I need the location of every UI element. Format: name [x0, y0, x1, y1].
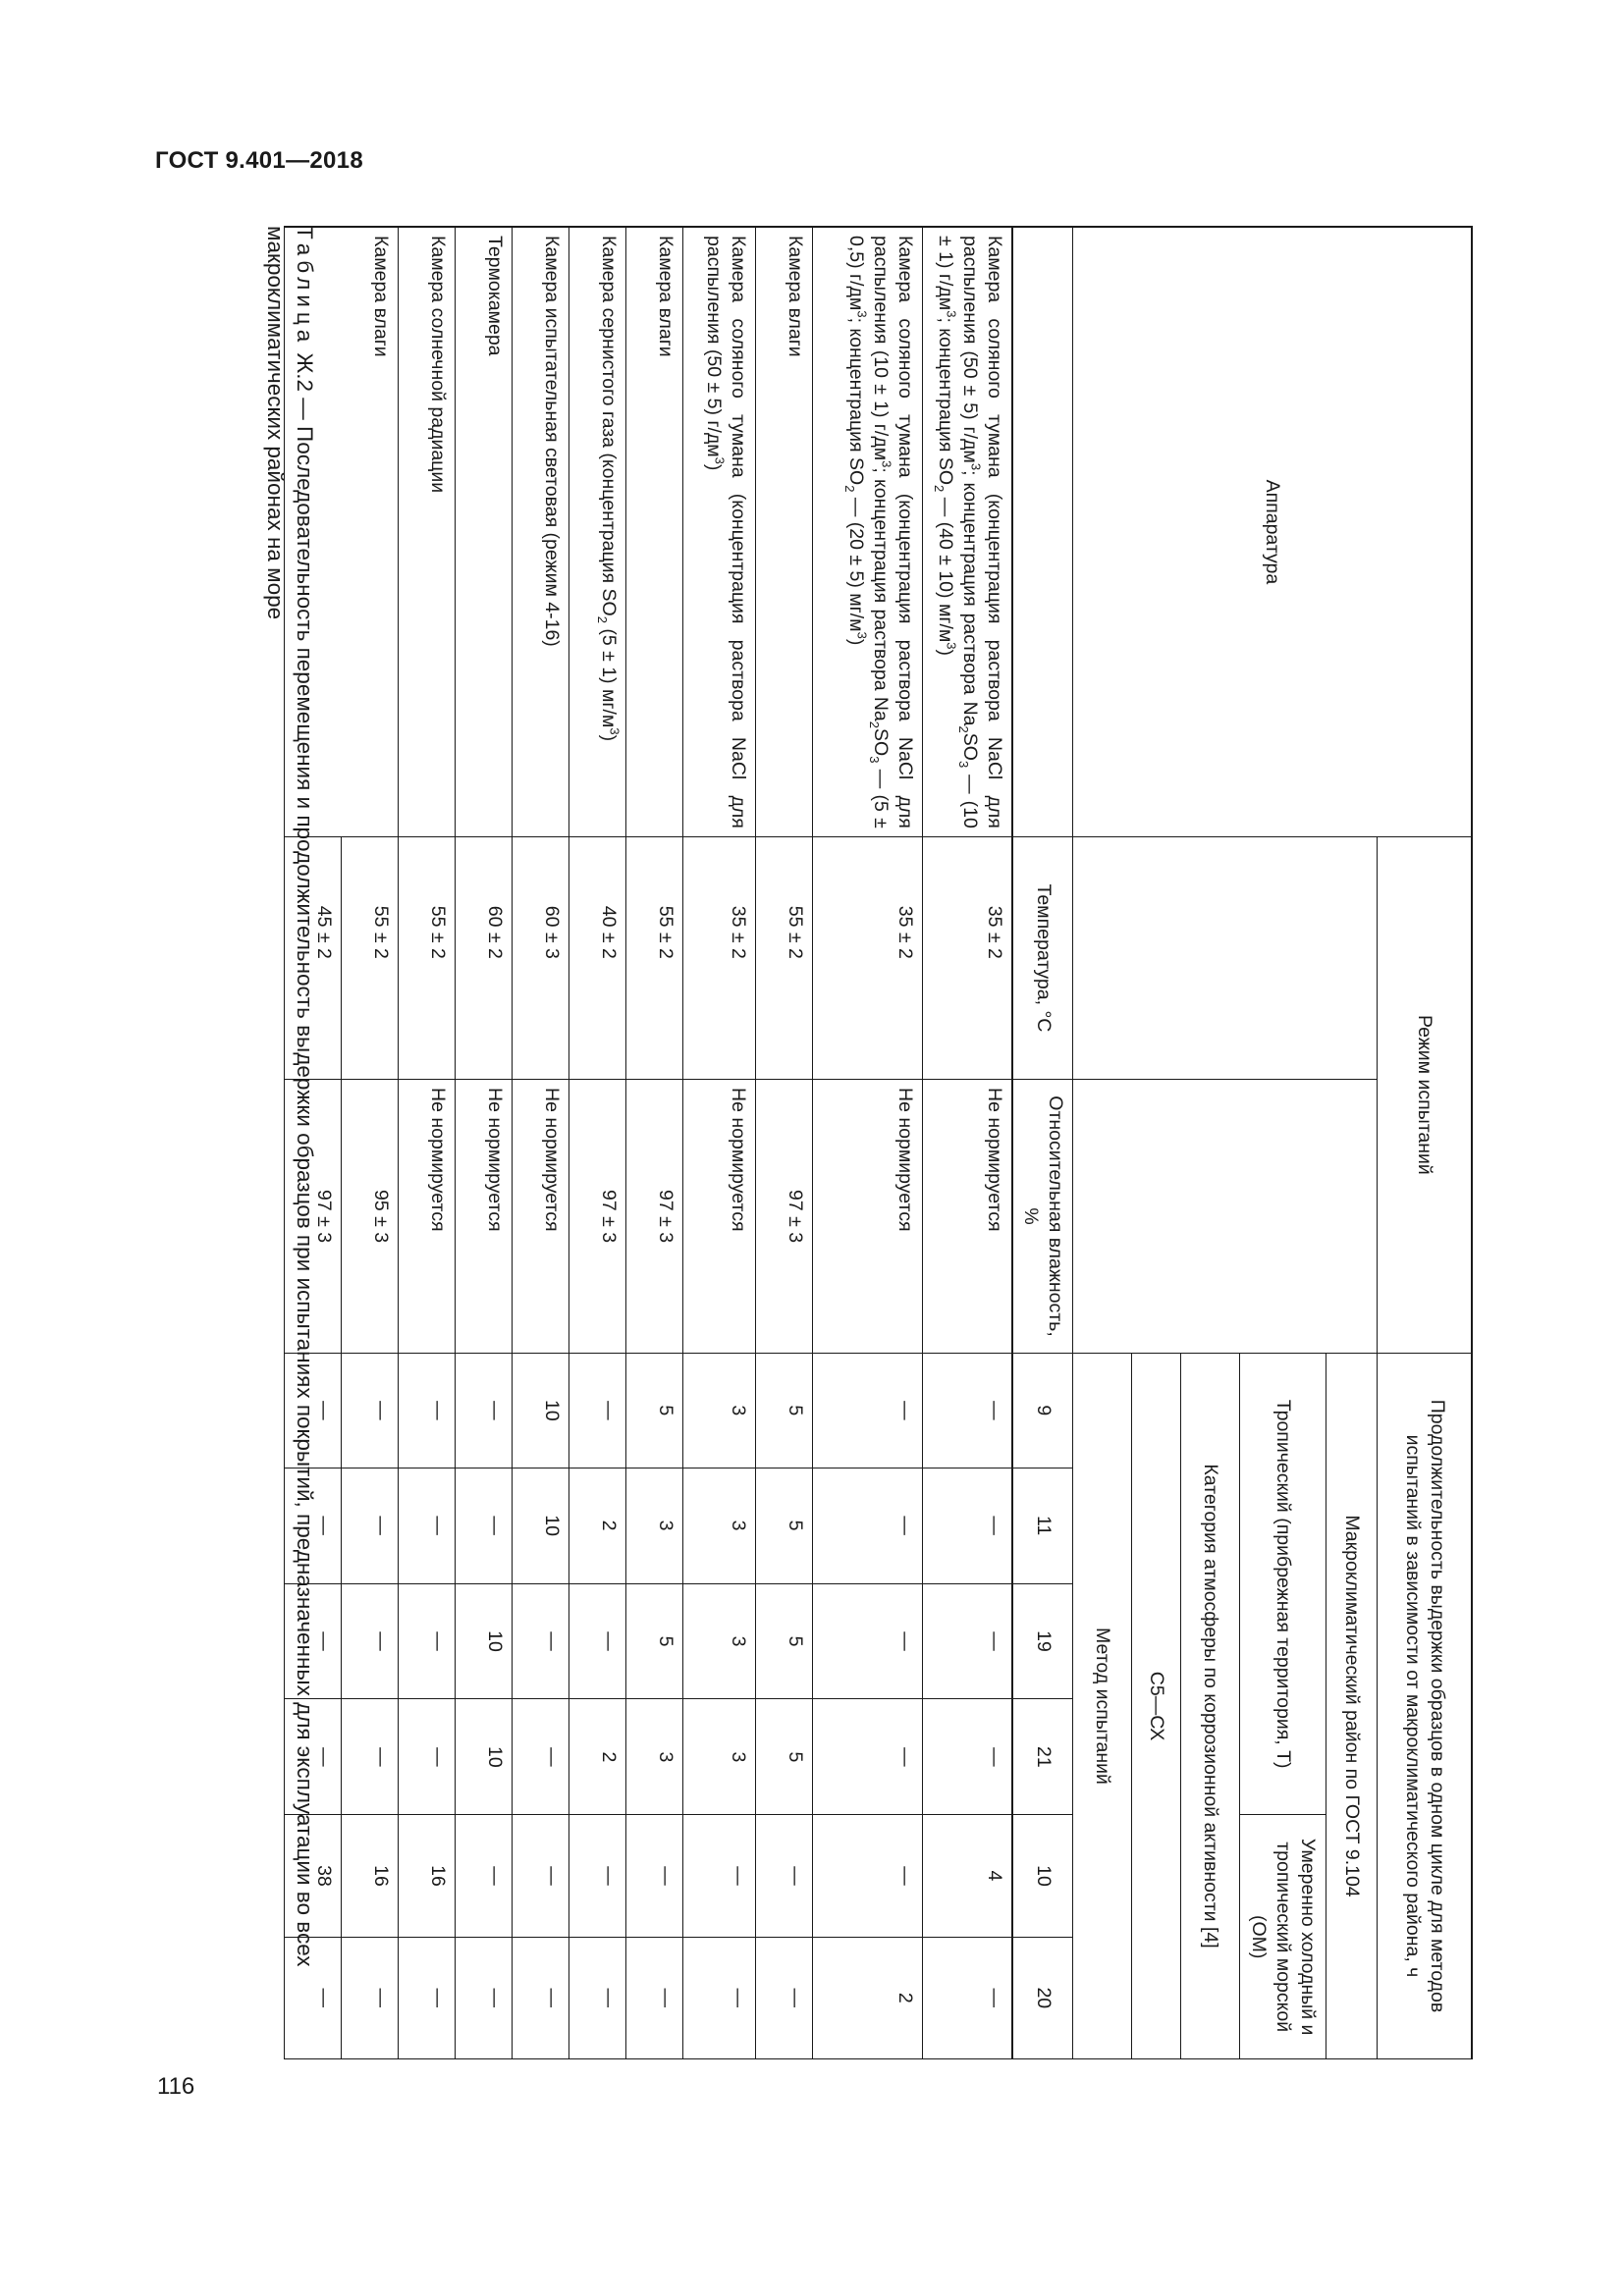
cell-humidity: Не нормируется — [813, 1080, 923, 1354]
table-row — [813, 227, 923, 2059]
cell-duration: — — [399, 1583, 456, 1699]
header-humidity: Относительная влажность, % — [1013, 1080, 1074, 1354]
cell-temperature: 40 ± 2 — [569, 836, 626, 1079]
cell-duration: — — [399, 1468, 456, 1583]
cell-duration: 5 — [756, 1354, 813, 1468]
cell-duration: — — [285, 1699, 342, 1815]
table-body — [285, 227, 1013, 2059]
table-row — [399, 227, 456, 2059]
cell-apparatus: Камера соляного тумана (концентрация раствора NaCl для распыления (10 ± 1) $г/дм^3$; концентрация раствора $Na_2SO_3$ — (5 ± 0,5) $г/дм^3$; концентрация $SO_2$ — (20 ± 5) $мг/м^3$) — [813, 227, 923, 836]
cell-duration: — — [813, 1354, 923, 1468]
header-humidity-spacer — [1073, 1080, 1378, 1354]
cell-humidity: Не нормируется — [923, 1080, 1013, 1354]
cell-duration: — — [923, 1468, 1013, 1583]
cell-duration: 2 — [569, 1699, 626, 1815]
cell-duration: 4 — [923, 1815, 1013, 1937]
cell-temperature: 55 ± 2 — [342, 836, 399, 1079]
cell-duration: — — [626, 1937, 683, 2058]
cell-temperature: 60 ± 2 — [456, 836, 513, 1079]
cell-apparatus: Камера соляного тумана (концентрация раствора NaCl для распыления (50 ± 5) $г/дм^3$) — [683, 227, 756, 836]
table-caption — [260, 226, 319, 2059]
cell-duration: — — [399, 1937, 456, 2058]
cell-duration: 10 — [456, 1583, 513, 1699]
cell-duration: 2 — [813, 1937, 923, 2058]
cell-duration: — — [683, 1815, 756, 1937]
cell-temperature: 55 ± 2 — [756, 836, 813, 1079]
cell-duration: 3 — [626, 1468, 683, 1583]
caption-table-word: Таблица — [293, 226, 317, 347]
table-row — [456, 227, 513, 2059]
table-row — [342, 227, 399, 2059]
header-apparatus: Аппаратура — [1073, 227, 1472, 836]
cell-humidity: 95 ± 3 — [342, 1080, 399, 1354]
table-row — [923, 227, 1013, 2059]
cell-duration: — — [813, 1815, 923, 1937]
cell-duration: — — [813, 1468, 923, 1583]
cell-duration: — — [569, 1583, 626, 1699]
cell-humidity: 97 ± 3 — [626, 1080, 683, 1354]
cell-temperature: 60 ± 3 — [513, 836, 569, 1079]
table-row — [569, 227, 626, 2059]
method-11: 11 — [1013, 1468, 1074, 1583]
header-temperature: Температура, °С — [1013, 836, 1074, 1079]
cell-duration: 5 — [626, 1583, 683, 1699]
document-title: ГОСТ 9.401—2018 — [155, 147, 363, 174]
cell-duration: 5 — [756, 1468, 813, 1583]
method-9: 9 — [1013, 1354, 1074, 1468]
cell-apparatus: Камера влаги — [626, 227, 683, 836]
cell-duration: 38 — [285, 1815, 342, 1937]
cell-duration: — — [342, 1699, 399, 1815]
header-macro-region: Макроклиматический район по ГОСТ 9.104 — [1326, 1354, 1378, 2059]
method-21: 21 — [1013, 1699, 1074, 1815]
cell-apparatus: Камера влаги — [756, 227, 813, 836]
cell-duration: 3 — [626, 1699, 683, 1815]
header-method: Метод испытаний — [1073, 1354, 1132, 2059]
header-moderate: Умеренно холодный и тропический морской (ОМ) — [1240, 1815, 1326, 2059]
table-row — [513, 227, 569, 2059]
cell-duration: 5 — [756, 1699, 813, 1815]
cell-duration: — — [626, 1815, 683, 1937]
cell-duration: — — [813, 1699, 923, 1815]
cell-duration: — — [923, 1354, 1013, 1468]
cell-duration: 16 — [399, 1815, 456, 1937]
cell-temperature: 55 ± 2 — [399, 836, 456, 1079]
cell-duration: — — [285, 1937, 342, 2058]
cell-temperature: 35 ± 2 — [683, 836, 756, 1079]
cell-duration: — — [342, 1937, 399, 2058]
caption-text: Ж.2 — Последовательность перемещения и продолжительность выдержки образцов при испытаниях покрытий, предназначенных для эксплуатации во всех макроклиматических районах на море — [263, 226, 317, 1967]
header-apparatus-cont — [1013, 227, 1074, 836]
cell-duration: 5 — [756, 1583, 813, 1699]
cell-duration: — — [923, 1699, 1013, 1815]
cell-duration: — — [456, 1815, 513, 1937]
cell-apparatus: Камера солнечной радиации — [399, 227, 456, 836]
cell-duration: — — [569, 1354, 626, 1468]
cell-duration: — — [456, 1937, 513, 2058]
cell-duration: — — [569, 1937, 626, 2058]
header-corrosion: Категория атмосферы по коррозионной активности [4] — [1181, 1354, 1240, 2059]
cell-duration: — — [342, 1468, 399, 1583]
table-row — [626, 227, 683, 2059]
cell-apparatus: Камера соляного тумана (концентрация раствора NaCl для распыления (50 ± 5) $г/дм^3$; концентрация раствора $Na_2SO_3$ — (10 ± 1) $г/дм^3$; концентрация $SO_2$ — (40 ± 10) $мг/м^3$) — [923, 227, 1013, 836]
cell-duration: — — [923, 1583, 1013, 1699]
cell-duration: — — [756, 1937, 813, 2058]
cell-temperature: 35 ± 2 — [813, 836, 923, 1079]
cell-duration: — — [683, 1937, 756, 2058]
cell-humidity: Не нормируется — [456, 1080, 513, 1354]
table-row — [756, 227, 813, 2059]
cell-humidity: 97 ± 3 — [569, 1080, 626, 1354]
method-20: 20 — [1013, 1937, 1074, 2058]
rotated-table-block — [147, 226, 1473, 2059]
header-tropical: Тропический (прибрежная территория, Т) — [1240, 1354, 1326, 1815]
cell-temperature: 55 ± 2 — [626, 836, 683, 1079]
method-19: 19 — [1013, 1583, 1074, 1699]
header-category: С5—СХ — [1132, 1354, 1181, 2059]
cell-duration: — — [513, 1937, 569, 2058]
cell-humidity: 97 ± 3 — [756, 1080, 813, 1354]
cell-duration: — — [513, 1815, 569, 1937]
cell-duration: 16 — [342, 1815, 399, 1937]
cell-duration: 2 — [569, 1468, 626, 1583]
cell-duration: 5 — [626, 1354, 683, 1468]
cell-duration: 10 — [513, 1468, 569, 1583]
cell-duration: — — [285, 1468, 342, 1583]
cell-duration: 3 — [683, 1699, 756, 1815]
cell-duration: — — [285, 1354, 342, 1468]
cell-duration: — — [399, 1699, 456, 1815]
data-table — [284, 226, 1473, 2059]
cell-duration: — — [456, 1354, 513, 1468]
cell-duration: — — [456, 1468, 513, 1583]
cell-duration: — — [285, 1583, 342, 1699]
cell-duration: 10 — [513, 1354, 569, 1468]
page-number: 116 — [157, 2073, 195, 2100]
cell-duration: — — [813, 1583, 923, 1699]
cell-duration: 3 — [683, 1468, 756, 1583]
cell-apparatus: Камера испытательная световая (режим 4-16) — [513, 227, 569, 836]
cell-duration: 3 — [683, 1354, 756, 1468]
cell-duration: 10 — [456, 1699, 513, 1815]
cell-humidity: 97 ± 3 — [285, 1080, 342, 1354]
cell-duration: — — [513, 1699, 569, 1815]
cell-duration: — — [569, 1815, 626, 1937]
cell-duration: — — [342, 1354, 399, 1468]
cell-duration: — — [399, 1354, 456, 1468]
cell-temperature: 35 ± 2 — [923, 836, 1013, 1079]
cell-humidity: Не нормируется — [513, 1080, 569, 1354]
cell-apparatus: Камера сернистого газа (концентрация $SO_2$ (5 ± 1) $мг/м^3$) — [569, 227, 626, 836]
header-duration: Продолжительность выдержки образцов в одном цикле для методов испытаний в зависимости от макроклиматического района, ч — [1378, 1354, 1472, 2059]
cell-duration: — — [756, 1815, 813, 1937]
cell-apparatus: Камера влаги — [342, 227, 399, 836]
cell-humidity: Не нормируется — [683, 1080, 756, 1354]
cell-apparatus: Термокамера — [456, 227, 513, 836]
header-mode: Режим испытаний — [1378, 836, 1472, 1353]
table-row — [683, 227, 756, 2059]
cell-duration: — — [342, 1583, 399, 1699]
cell-duration: — — [513, 1583, 569, 1699]
cell-temperature: 45 ± 2 — [285, 836, 342, 1079]
cell-duration: 3 — [683, 1583, 756, 1699]
method-10: 10 — [1013, 1815, 1074, 1937]
header-temperature-spacer — [1073, 836, 1378, 1079]
cell-humidity: Не нормируется — [399, 1080, 456, 1354]
cell-duration: — — [923, 1937, 1013, 2058]
